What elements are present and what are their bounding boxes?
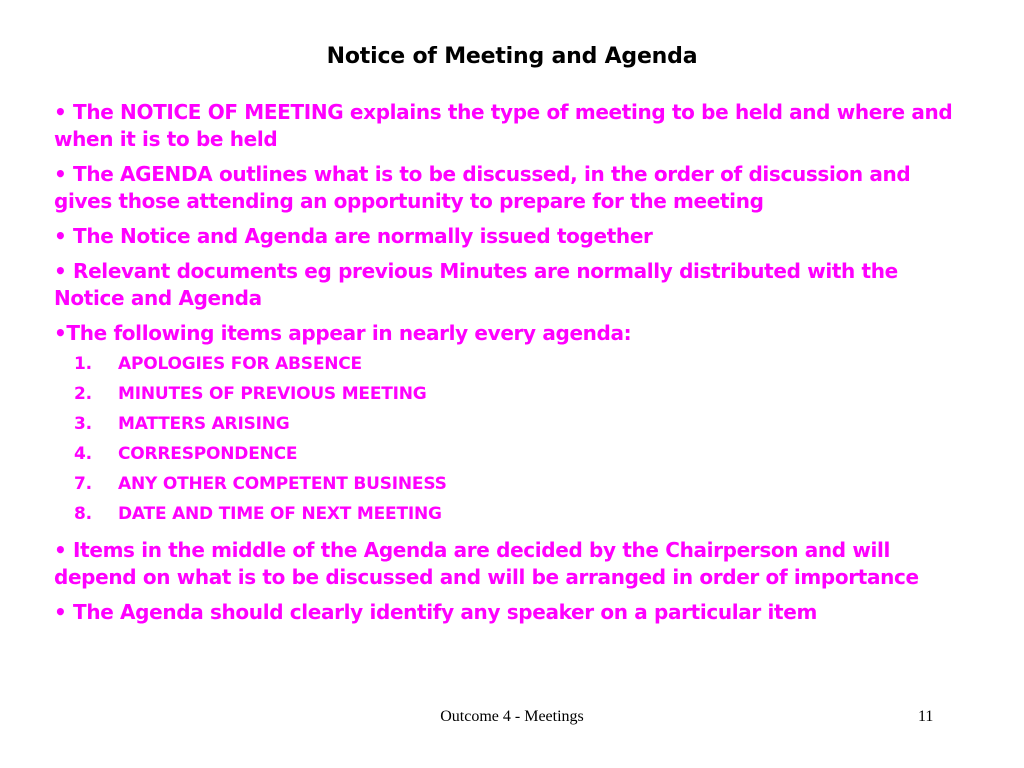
agenda-item <box>54 409 954 439</box>
slide-body <box>54 99 954 634</box>
agenda-item-number: 3. <box>74 414 92 434</box>
bullet-identify-speaker: • The Agenda should clearly identify any speaker on a particular item <box>54 600 817 624</box>
agenda-item <box>54 499 954 529</box>
agenda-item-text: CORRESPONDENCE <box>118 444 298 464</box>
bullet-following-items: •The following items appear in nearly every agenda: <box>54 321 632 345</box>
agenda-items-list <box>54 349 954 529</box>
agenda-item-text: ANY OTHER COMPETENT BUSINESS <box>118 474 447 494</box>
agenda-item-text: MATTERS ARISING <box>118 414 290 434</box>
bullet-notice-of-meeting: • The NOTICE OF MEETING explains the type of meeting to be held and where and when it is to be held <box>54 100 953 151</box>
agenda-item-number: 7. <box>74 474 92 494</box>
agenda-item-text: MINUTES OF PREVIOUS MEETING <box>118 384 427 404</box>
agenda-item-text: APOLOGIES FOR ABSENCE <box>118 354 362 374</box>
slide-title: Notice of Meeting and Agenda <box>326 44 698 69</box>
agenda-item-text: DATE AND TIME OF NEXT MEETING <box>118 504 442 524</box>
bullet-relevant-documents: • Relevant documents eg previous Minutes are normally distributed with the Notice and Agenda <box>54 259 898 310</box>
agenda-item-number: 2. <box>74 384 92 404</box>
agenda-item-number: 8. <box>74 504 92 524</box>
bullet-agenda-outline: • The AGENDA outlines what is to be discussed, in the order of discussion and gives those attending an opportunity to prepare for the meeting <box>54 162 911 213</box>
agenda-item-number: 1. <box>74 354 92 374</box>
agenda-item <box>54 349 954 379</box>
agenda-item <box>54 469 954 499</box>
slide-number: 11 <box>918 708 934 725</box>
footer-text: Outcome 4 - Meetings <box>440 708 584 725</box>
bullet-middle-items: • Items in the middle of the Agenda are decided by the Chairperson and will depend on what is to be discussed and will be arranged in order of importance <box>54 538 919 589</box>
agenda-item <box>54 439 954 469</box>
agenda-item <box>54 379 954 409</box>
agenda-item-number: 4. <box>74 444 92 464</box>
bullet-issued-together: • The Notice and Agenda are normally issued together <box>54 224 653 248</box>
